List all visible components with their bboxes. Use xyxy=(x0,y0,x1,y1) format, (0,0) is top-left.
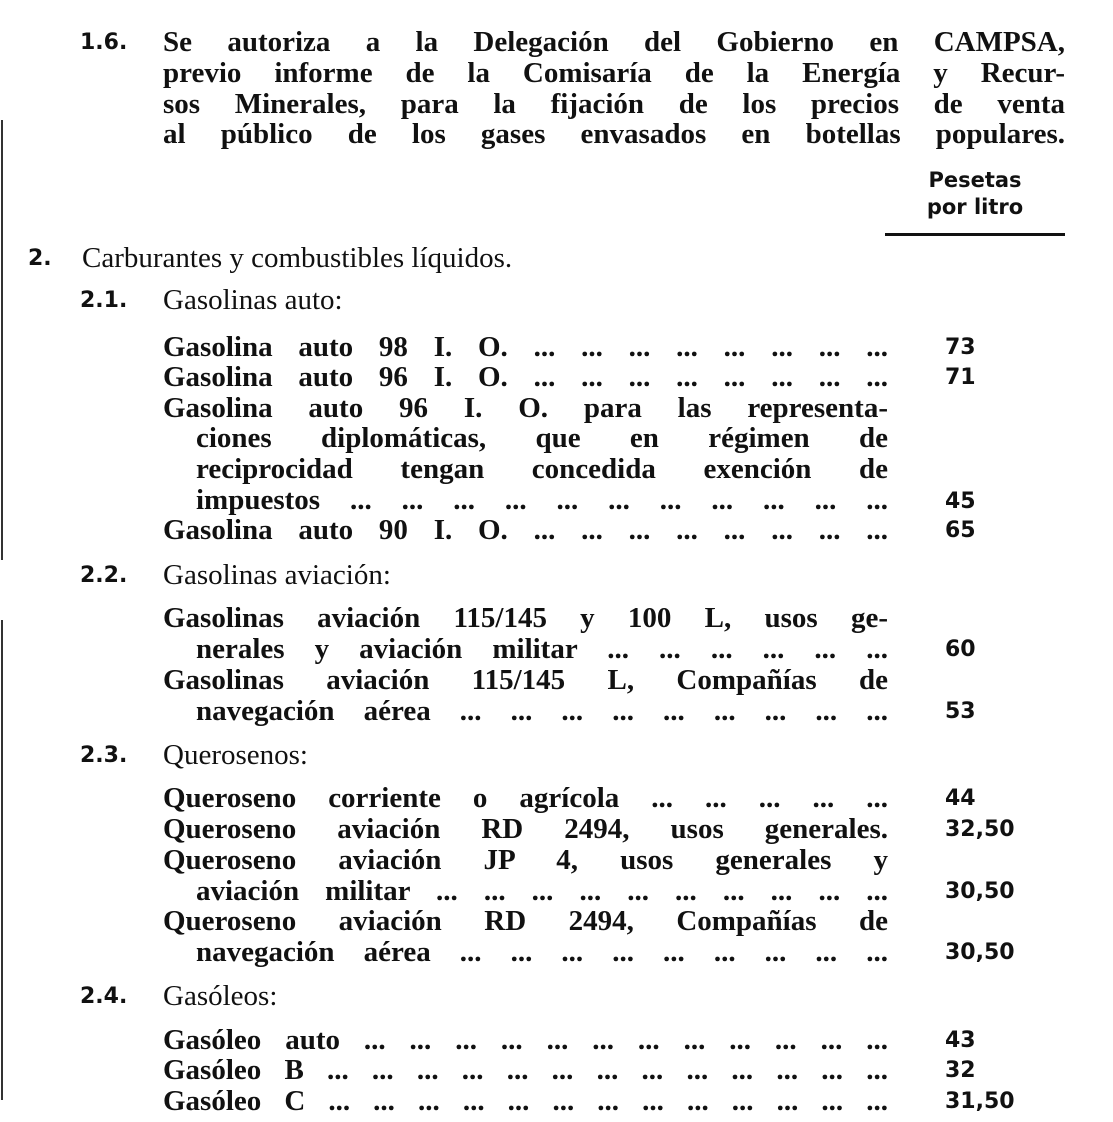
item-price: 31,50 xyxy=(945,1089,1015,1114)
item-line: Gasóleo C ... ... ... ... ... ... ... ... ... ... ... ... ... xyxy=(163,1085,888,1117)
item-price: 32 xyxy=(945,1058,976,1083)
item-line: Gasolina auto 96 I. O. para las representa- xyxy=(163,392,888,424)
item-line: navegación aérea ... ... ... ... ... ... ... ... ... xyxy=(196,936,888,968)
section-number: 2. xyxy=(28,246,52,271)
paragraph-line: Se autoriza a la Delegación del Gobierno en CAMPSA, xyxy=(163,26,1065,58)
column-header-line1: Pesetas xyxy=(928,168,1022,192)
item-line: Gasóleo auto ... ... ... ... ... ... ... ... ... ... ... ... xyxy=(163,1024,888,1056)
item-line: nerales y aviación militar ... ... ... ... ... ... xyxy=(196,633,888,665)
group-title: Gasóleos: xyxy=(163,980,278,1012)
page-edge-line xyxy=(1,620,3,1100)
item-price: 43 xyxy=(945,1028,976,1053)
item-line: Gasóleo B ... ... ... ... ... ... ... ... ... ... ... ... ... xyxy=(163,1054,888,1086)
item-price: 60 xyxy=(945,637,976,662)
group-number: 2.2. xyxy=(80,563,128,588)
item-price: 53 xyxy=(945,699,976,724)
group-number: 2.4. xyxy=(80,984,128,1009)
column-header-rule xyxy=(885,233,1065,236)
item-line: Gasolina auto 90 I. O. ... ... ... ... ... ... ... ... xyxy=(163,514,888,546)
group-title: Gasolinas aviación: xyxy=(163,559,391,591)
item-line: Queroseno aviación JP 4, usos generales y xyxy=(163,844,888,876)
paragraph-line: al público de los gases envasados en botellas populares. xyxy=(163,118,1065,150)
item-price: 32,50 xyxy=(945,817,1015,842)
item-price: 73 xyxy=(945,335,976,360)
group-number: 2.1. xyxy=(80,288,128,313)
item-line: Gasolina auto 98 I. O. ... ... ... ... ... ... ... ... xyxy=(163,331,888,363)
section-title: Carburantes y combustibles líquidos. xyxy=(82,242,513,274)
item-line: Gasolina auto 96 I. O. ... ... ... ... ... ... ... ... xyxy=(163,361,888,393)
paragraph-line: previo informe de la Comisaría de la Energía y Recur- xyxy=(163,57,1065,89)
item-line: aviación militar ... ... ... ... ... ... ... ... ... ... xyxy=(196,875,888,907)
item-price: 30,50 xyxy=(945,879,1015,904)
group-title: Gasolinas auto: xyxy=(163,284,343,316)
paragraph-line: sos Minerales, para la fijación de los precios de venta xyxy=(163,88,1065,120)
item-line: Queroseno aviación RD 2494, Compañías de xyxy=(163,905,888,937)
item-line: impuestos ... ... ... ... ... ... ... ... ... ... ... xyxy=(196,484,888,516)
item-price: 65 xyxy=(945,518,976,543)
item-line: Gasolinas aviación 115/145 y 100 L, usos ge- xyxy=(163,602,888,634)
section-number: 1.6. xyxy=(80,30,128,55)
item-line: navegación aérea ... ... ... ... ... ... ... ... ... xyxy=(196,695,888,727)
item-price: 44 xyxy=(945,786,976,811)
group-title: Querosenos: xyxy=(163,739,308,771)
item-price: 30,50 xyxy=(945,940,1015,965)
column-header-line2: por litro xyxy=(926,195,1024,219)
item-line: Queroseno corriente o agrícola ... ... ... ... ... xyxy=(163,782,888,814)
item-line: Gasolinas aviación 115/145 L, Compañías de xyxy=(163,664,888,696)
group-number: 2.3. xyxy=(80,743,128,768)
item-price: 45 xyxy=(945,489,976,514)
item-price: 71 xyxy=(945,365,976,390)
item-line: Queroseno aviación RD 2494, usos generales. xyxy=(163,813,888,845)
page-edge-line xyxy=(1,120,3,560)
item-line: ciones diplomáticas, que en régimen de xyxy=(196,422,888,454)
item-line: reciprocidad tengan concedida exención de xyxy=(196,453,888,485)
